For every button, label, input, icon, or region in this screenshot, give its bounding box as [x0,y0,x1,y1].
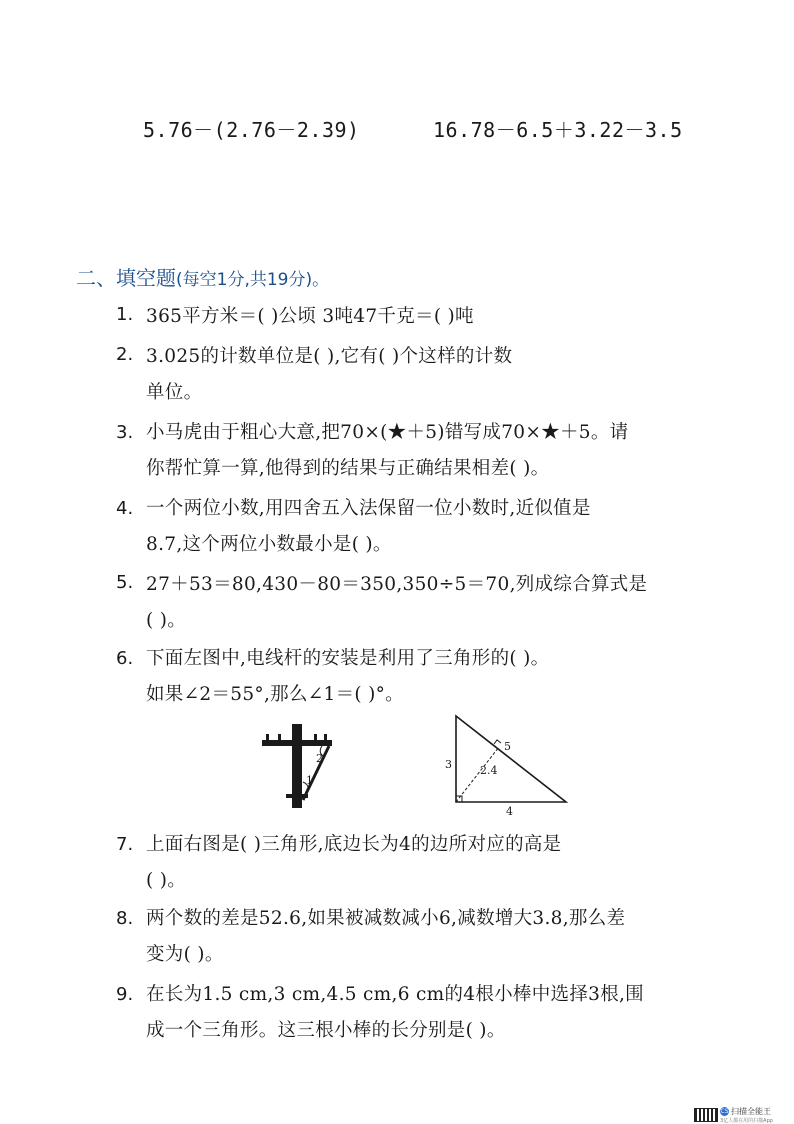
pole-band [286,794,308,798]
scanner-watermark [720,1106,771,1117]
section-title [76,262,329,291]
question-2-line-1: 3.025的计数单位是( ),它有( )个这样的计数 [146,346,513,367]
section-heading: 二、填空题 [76,266,176,290]
question-number-2: 2. [116,344,134,365]
triangle-figure [440,712,572,820]
insulator-left-2 [278,734,281,741]
question-number-1: 1. [116,304,134,325]
calc-expression-2: 16.78－6.5＋3.22－3.5 [433,118,683,142]
insulator-right-2 [324,734,327,741]
question-5-line-2: ( )。 [146,610,187,631]
height-label: 2.4 [480,764,498,777]
question-3-line-1: 小马虎由于粗心大意,把70×(★＋5)错写成70×★＋5。请 [146,422,629,443]
question-3-line-2: 你帮忙算一算,他得到的结果与正确结果相差( )。 [146,458,550,479]
question-number-7: 7. [116,834,134,855]
side-left-label: 3 [445,758,452,771]
question-1-line-1: 365平方米＝( )公顷 3吨47千克＝( )吨 [146,306,474,327]
angle-1-label: 1 [306,774,313,787]
question-4-line-2: 8.7,这个两位小数最小是( )。 [146,534,392,555]
side-hyp-label: 5 [504,740,511,753]
triangle-outline [456,716,566,802]
insulator-left-1 [266,734,269,741]
question-9-line-2: 成一个三角形。这三根小棒的长分别是( )。 [146,1020,506,1041]
question-number-3: 3. [116,422,134,443]
question-number-5: 5. [116,572,134,593]
scanner-logo-icon: CS [720,1108,729,1115]
question-7-line-2: ( )。 [146,870,187,891]
section-note: (每空1分,共19分)。 [176,270,330,290]
question-6-line-1: 下面左图中,电线杆的安装是利用了三角形的( )。 [146,648,550,669]
question-9-line-1: 在长为1.5 cm,3 cm,4.5 cm,6 cm的4根小棒中选择3根,围 [146,984,644,1005]
crossarm [262,740,332,746]
pole-figure [256,722,336,810]
question-4-line-1: 一个两位小数,用四舍五入法保留一位小数时,近似值是 [146,498,591,519]
question-6-line-2: 如果∠2＝55°,那么∠1＝( )°。 [146,684,404,705]
scanner-brand: 扫描全能王 [731,1107,771,1116]
question-8-line-2: 变为( )。 [146,944,224,965]
side-base-label: 4 [506,805,513,818]
scanner-subtitle: 3亿人都在用的扫描App [720,1118,773,1124]
calc-expression-1: 5.76－(2.76－2.39) [143,118,360,142]
height-foot-mark [494,740,501,744]
insulator-right-1 [314,734,317,741]
question-7-line-1: 上面右图是( )三角形,底边长为4的边所对应的高是 [146,834,562,855]
question-8-line-1: 两个数的差是52.6,如果被减数减小6,减数增大3.8,那么差 [146,908,626,929]
question-number-8: 8. [116,908,134,929]
question-number-6: 6. [116,648,134,669]
angle-2-label: 2 [316,752,323,765]
qr-code-icon [694,1108,718,1122]
question-2-line-2: 单位。 [146,382,203,403]
question-5-line-1: 27＋53＝80,430－80＝350,350÷5＝70,列成综合算式是 [146,574,648,595]
question-number-9: 9. [116,984,134,1005]
question-number-4: 4. [116,498,134,519]
